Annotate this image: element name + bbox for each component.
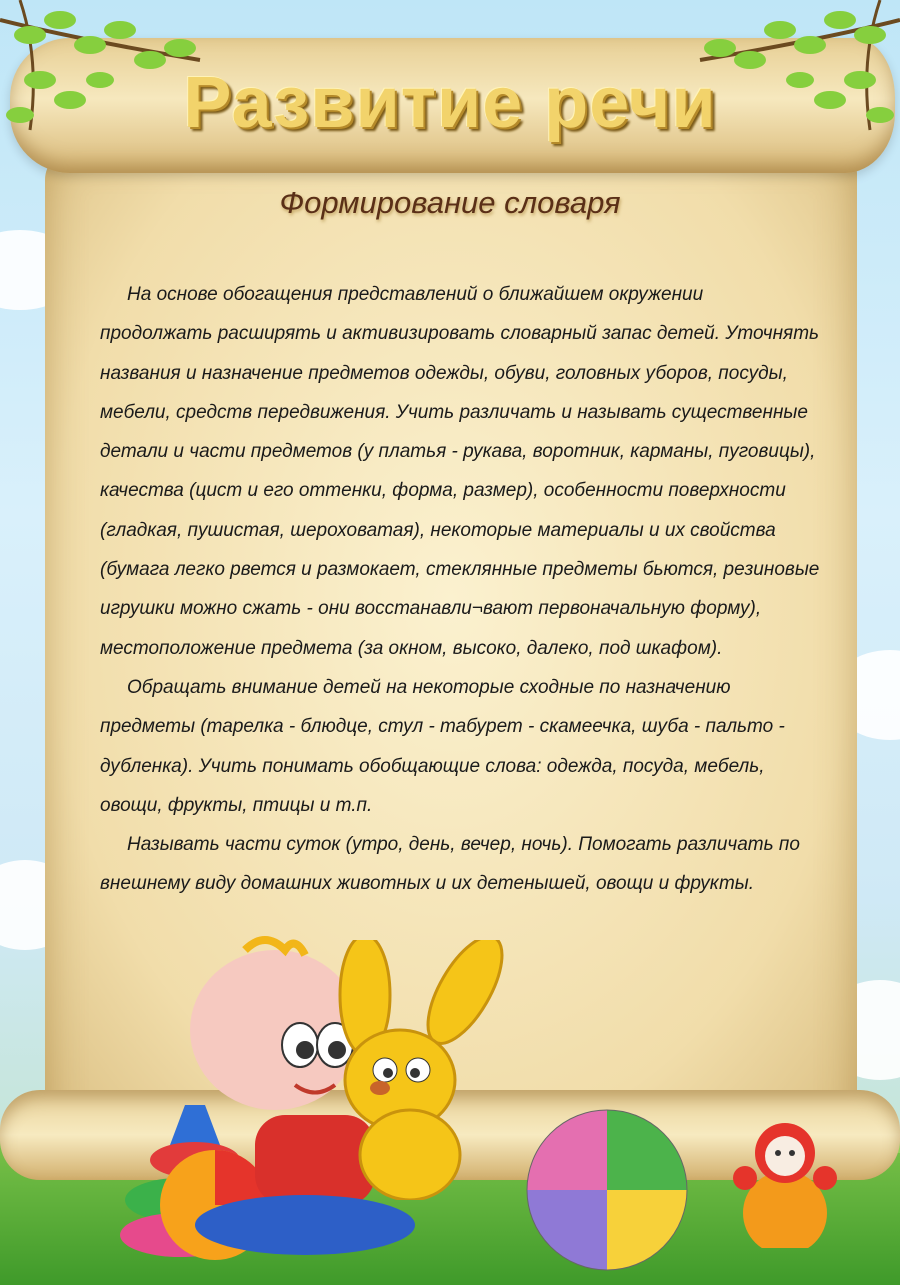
paragraph: Обращать внимание детей на некоторые сходные по назначению предметы (тарелка - блюдце, стул - табурет - скамеечка, шуба - пальто - дубленка). Учить понимать обобщающие слова: одежда, посуда, мебель, овощи, фрукты, птицы и т.п. [100, 676, 785, 816]
paragraph: На основе обогащения представлений о ближайшем окружении продолжать расширять и активизировать словарный запас детей. Уточнять названия и назначение предметов одежды, обуви, головных уборов, посуды, мебели, средств передвижения. Учить различать и называть существенные детали и части предметов (у платья - рукава, воротник, карманы, пуговицы), качества (цист и его оттенки, форма, размер), особенности поверхности (гладкая, пушистая, шероховатая), некоторые материалы и их свойства (бумага легко рвется и размокает, стеклянные предметы бьются, резиновые игрушки можно сжать - они восстанавли¬вают первоначальную форму), местоположение предмета (за окном, высоко, далеко, под шкафом). [100, 284, 820, 659]
roly-poly-toy-icon [730, 1118, 840, 1253]
paragraph: Называть части суток (утро, день, вечер, ночь). Помогать различать по внешнему виду домашних животных и их детенышей, овощи и фрукты. [100, 834, 800, 895]
page-subtitle: Формирование словаря [279, 185, 621, 220]
beach-ball-icon [525, 1108, 690, 1278]
bunny-icon [300, 940, 520, 1205]
body-text [100, 275, 820, 904]
page-title: Развитие речи [183, 63, 717, 143]
